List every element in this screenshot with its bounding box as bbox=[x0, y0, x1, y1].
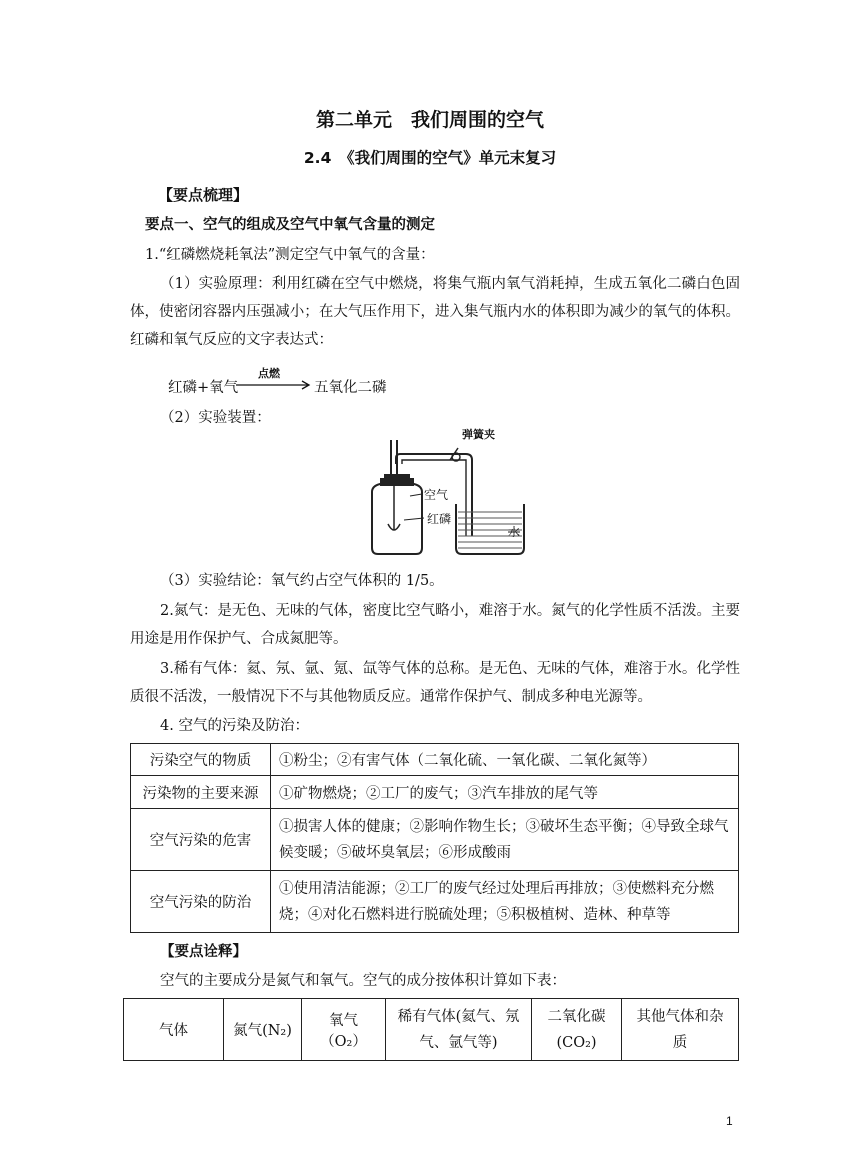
table-row bbox=[124, 999, 739, 1061]
page-subtitle: 2.4 《我们周围的空气》单元末复习 bbox=[303, 149, 557, 167]
section-heading: 【要点梳理】 bbox=[158, 186, 249, 204]
page-title: 第二单元 我们周围的空气 bbox=[315, 109, 544, 131]
item2-text: 2.氮气：是无色、无味的气体，密度比空气略小，难溶于水。氮气的化学性质不活泼。主要用途是用作保护气、合成氮肥等。 bbox=[130, 603, 740, 647]
table-header-cell: 氮气(N₂) bbox=[224, 999, 302, 1061]
label-air: 空气 bbox=[424, 488, 449, 502]
table-cell-label: 空气污染的防治 bbox=[131, 871, 271, 933]
label-phosphorus: 红磷 bbox=[427, 512, 452, 526]
table-cell-label: 污染空气的物质 bbox=[131, 744, 271, 776]
table-row bbox=[131, 809, 739, 871]
notes-heading: 【要点诠释】 bbox=[160, 944, 247, 960]
table-row bbox=[131, 871, 739, 933]
table-header-cell: 氧气（O₂） bbox=[302, 999, 386, 1061]
table-cell-label: 空气污染的危害 bbox=[131, 809, 271, 871]
conclusion-text: （3）实验结论：氧气约占空气体积的 1/5。 bbox=[160, 573, 444, 589]
label-clamp: 弹簧夹 bbox=[462, 428, 495, 441]
table-header-cell: 稀有气体(氦气、氖气、氩气等) bbox=[386, 999, 532, 1061]
pollution-table bbox=[130, 743, 739, 933]
label-water: 水 bbox=[508, 525, 521, 539]
equation-right: 五氧化二磷 bbox=[314, 380, 387, 396]
composition-table bbox=[123, 998, 739, 1061]
table-cell-content: ①粉尘；②有害气体（二氧化硫、一氧化碳、二氧化氮等） bbox=[271, 744, 739, 776]
table-header-cell: 二氧化碳(CO₂) bbox=[532, 999, 622, 1061]
point1-title: 要点一、空气的组成及空气中氧气含量的测定 bbox=[145, 217, 435, 233]
reaction-arrow-icon bbox=[236, 380, 314, 390]
table-cell-label: 污染物的主要来源 bbox=[131, 776, 271, 809]
principle-text: （1）实验原理：利用红磷在空气中燃烧，将集气瓶内氧气消耗掉，生成五氧化二磷白色固体，使密闭容器内压强减小；在大气压作用下，进入集气瓶内水的体积即为减少的氧气的体积。红磷和氧气反应的文字表达式： bbox=[130, 276, 740, 348]
page-number: 1 bbox=[726, 1114, 733, 1128]
table-row bbox=[131, 744, 739, 776]
table-cell-content: ①使用清洁能源；②工厂的废气经过处理后再排放；③使燃料充分燃烧；④对化石燃料进行脱硫处理；⑤积极植树、造林、种草等 bbox=[271, 871, 739, 933]
table-header-cell: 气体 bbox=[124, 999, 224, 1061]
table-row bbox=[131, 776, 739, 809]
item3-text: 3.稀有气体：氦、氖、氩、氪、氙等气体的总称。是无色、无味的气体，难溶于水。化学性质很不活泼，一般情况下不与其他物质反应。通常作保护气、制成多种电光源等。 bbox=[130, 661, 740, 705]
table-cell-content: ①矿物燃烧；②工厂的废气；③汽车排放的尾气等 bbox=[271, 776, 739, 809]
equation-left: 红磷+氧气 bbox=[168, 380, 239, 396]
apparatus-title: （2）实验装置： bbox=[160, 410, 271, 426]
table-header-cell: 其他气体和杂质 bbox=[622, 999, 739, 1061]
table-cell-content: ①损害人体的健康；②影响作物生长；③破坏生态平衡；④导致全球气候变暖；⑤破坏臭氧层；⑥形成酸雨 bbox=[271, 809, 739, 871]
item1-text: 1.“红磷燃烧耗氧法”测定空气中氧气的含量： bbox=[145, 247, 435, 263]
item4-text: 4. 空气的污染及防治： bbox=[160, 718, 309, 734]
equation-condition: 点燃 bbox=[258, 367, 280, 380]
notes-text: 空气的主要成分是氮气和氧气。空气的成分按体积计算如下表： bbox=[160, 973, 566, 989]
